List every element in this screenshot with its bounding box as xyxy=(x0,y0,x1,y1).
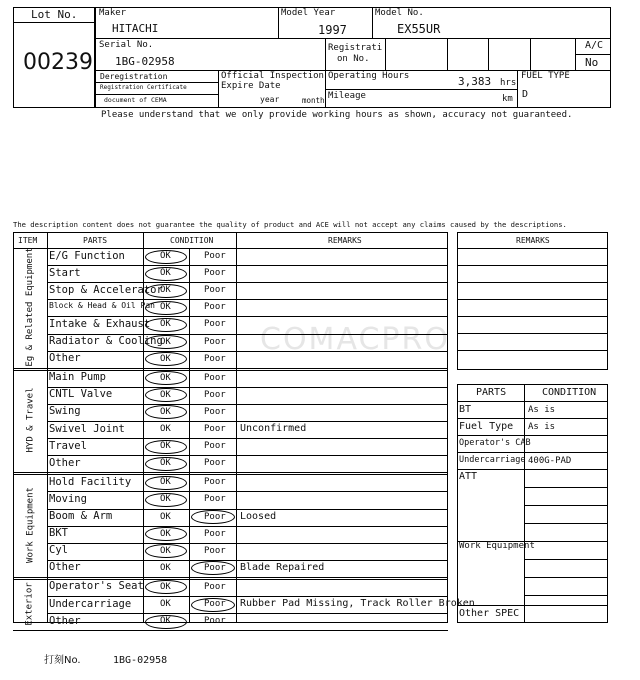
group-label: HYD & Travel xyxy=(25,387,35,453)
mileage-label: Mileage xyxy=(328,91,366,101)
inspection-label-1: Official Inspection xyxy=(221,71,324,81)
poor-option: Poor xyxy=(204,268,226,279)
poor-option: Poor xyxy=(204,528,226,539)
stamp-value: 1BG-02958 xyxy=(113,655,168,666)
row-part: Operator's Seat xyxy=(49,580,144,593)
ok-option: OK xyxy=(160,528,171,539)
att-label: ATT xyxy=(459,471,478,482)
row-part: Main Pump xyxy=(49,371,106,384)
hours-value: 3,383 xyxy=(458,75,492,88)
model-no-label: Model No. xyxy=(375,8,424,18)
model-year-label: Model Year xyxy=(281,8,336,18)
row-part: Swing xyxy=(49,405,81,418)
ac-value: No xyxy=(585,56,599,69)
month-label: month xyxy=(302,96,325,105)
ok-circle xyxy=(145,615,187,629)
row-part: Other xyxy=(49,352,81,365)
registration-label-2: on No. xyxy=(337,54,370,64)
poor-option: Poor xyxy=(204,336,226,347)
row-part: Travel xyxy=(49,439,87,452)
right-condition: As is xyxy=(528,405,556,415)
ok-option: OK xyxy=(160,389,171,400)
mileage-unit: km xyxy=(502,94,513,104)
ok-option: OK xyxy=(160,494,171,505)
model-no-value: EX55UR xyxy=(397,22,441,36)
poor-option: Poor xyxy=(204,441,226,452)
row-part: Other xyxy=(49,561,81,574)
lot-number: 00239 xyxy=(23,50,93,75)
poor-option: Poor xyxy=(204,372,226,383)
row-remark: Unconfirmed xyxy=(240,423,307,435)
other-spec-label: Other SPEC xyxy=(459,608,520,619)
stamp-label: 打刻No. xyxy=(44,655,81,666)
ok-option: OK xyxy=(160,336,171,347)
poor-option: Poor xyxy=(204,545,226,556)
registration-label-1: Registrati xyxy=(328,43,383,53)
poor-option: Poor xyxy=(204,285,226,296)
ok-option: OK xyxy=(160,599,171,610)
maker-label: Maker xyxy=(99,8,127,18)
poor-option: Poor xyxy=(204,251,226,262)
ok-option: OK xyxy=(160,251,171,262)
ok-circle xyxy=(145,250,187,264)
ok-option: OK xyxy=(160,477,171,488)
poor-circle xyxy=(191,598,235,612)
ok-option: OK xyxy=(160,581,171,592)
right-remarks-header: REMARKS xyxy=(516,236,550,245)
right-condition-header: CONDITION xyxy=(542,387,597,398)
dereg-cert-label: Registration Certificate xyxy=(100,84,187,91)
row-remark: Loosed xyxy=(240,510,277,522)
ok-option: OK xyxy=(160,319,171,330)
model-year-value: 1997 xyxy=(318,23,347,37)
ok-option: OK xyxy=(160,424,171,435)
year-label: year xyxy=(260,95,280,104)
row-part: Block & Head & Oil Pan xyxy=(49,300,155,310)
row-remark: Blade Repaired xyxy=(240,561,325,573)
work-equipment-label: Work Equipment xyxy=(459,541,535,551)
poor-option: Poor xyxy=(204,406,226,417)
col-parts: PARTS xyxy=(83,236,108,245)
poor-option: Poor xyxy=(204,477,226,488)
ok-option: OK xyxy=(160,302,171,313)
right-part: Fuel Type xyxy=(459,421,514,432)
group-label: Work Equipment xyxy=(25,486,35,563)
serial-label: Serial No. xyxy=(99,40,154,50)
ok-circle xyxy=(145,267,187,281)
ok-circle xyxy=(145,493,187,507)
ok-option: OK xyxy=(160,511,171,522)
row-part: Stop & Accelerator xyxy=(49,283,163,296)
poor-option: Poor xyxy=(204,562,226,573)
row-part: Radiator & Cooling xyxy=(49,335,163,348)
ok-option: OK xyxy=(160,545,171,556)
poor-circle xyxy=(191,510,235,524)
row-remark: Rubber Pad Missing, Track Roller Broken xyxy=(240,598,475,610)
ok-option: OK xyxy=(160,268,171,279)
ok-option: OK xyxy=(160,406,171,417)
poor-option: Poor xyxy=(204,599,226,610)
ac-label: A/C xyxy=(585,40,604,51)
col-item: ITEM xyxy=(18,236,38,245)
row-part: Boom & Arm xyxy=(49,510,113,523)
ok-circle xyxy=(145,457,187,471)
ok-circle xyxy=(145,335,187,349)
ok-option: OK xyxy=(160,562,171,573)
right-part: Undercarriage xyxy=(459,455,526,465)
serial-value: 1BG-02958 xyxy=(115,55,175,68)
right-parts-header: PARTS xyxy=(476,387,507,398)
ok-circle xyxy=(145,301,187,315)
row-part: CNTL Valve xyxy=(49,388,113,401)
poor-option: Poor xyxy=(204,424,226,435)
ok-circle xyxy=(145,476,187,490)
fuel-label: FUEL TYPE xyxy=(521,71,570,81)
ok-option: OK xyxy=(160,372,171,383)
row-part: E/G Function xyxy=(49,249,125,262)
dereg-label: Deregistration xyxy=(100,72,168,81)
group-label: Exterior xyxy=(24,581,35,626)
row-part: Start xyxy=(49,266,81,279)
ok-option: OK xyxy=(160,441,171,452)
row-part: Undercarriage xyxy=(49,597,132,610)
lot-label: Lot No. xyxy=(31,8,78,21)
ok-circle xyxy=(145,284,187,298)
ok-option: OK xyxy=(160,285,171,296)
poor-option: Poor xyxy=(204,494,226,505)
group-label: Eg & Related Equipment xyxy=(25,247,35,367)
poor-option: Poor xyxy=(204,319,226,330)
poor-option: Poor xyxy=(204,353,226,364)
row-part: Intake & Exhaust xyxy=(49,317,151,330)
hours-label: Operating Hours xyxy=(328,71,410,81)
description-notice: The description content does not guarantee the quality of product and ACE will not accept any claims caused by the descriptions. xyxy=(13,220,567,229)
ok-option: OK xyxy=(160,616,171,627)
fuel-value: D xyxy=(522,89,529,100)
poor-option: Poor xyxy=(204,511,226,522)
ok-option: OK xyxy=(160,458,171,469)
row-part: BKT xyxy=(49,527,68,540)
watermark: COMACPRO xyxy=(260,322,450,357)
row-part: Other xyxy=(49,614,81,627)
col-condition: CONDITION xyxy=(170,236,214,245)
right-condition: 400G-PAD xyxy=(528,456,572,466)
poor-option: Poor xyxy=(204,302,226,313)
inspection-label-2: Expire Date xyxy=(221,81,281,91)
row-part: Hold Facility xyxy=(49,475,132,488)
right-condition: As is xyxy=(528,422,556,432)
right-part: Operator's CAB xyxy=(459,438,531,448)
poor-option: Poor xyxy=(204,389,226,400)
row-part: Moving xyxy=(49,492,87,505)
row-part: Swivel Joint xyxy=(49,422,125,435)
maker-value: HITACHI xyxy=(112,22,159,35)
hours-unit: hrs xyxy=(500,78,517,88)
poor-option: Poor xyxy=(204,458,226,469)
col-remarks: REMARKS xyxy=(328,236,362,245)
dereg-doc-label: document of CEMA xyxy=(104,96,167,104)
ok-circle xyxy=(145,440,187,454)
ok-circle xyxy=(145,318,187,332)
ok-option: OK xyxy=(160,353,171,364)
row-part: Cyl xyxy=(49,544,68,557)
poor-option: Poor xyxy=(204,581,226,592)
poor-option: Poor xyxy=(204,616,226,627)
hours-notice: Please understand that we only provide working hours as shown, accuracy not guaranteed. xyxy=(101,110,573,120)
row-part: Other xyxy=(49,456,81,469)
right-part: BT xyxy=(459,404,472,415)
